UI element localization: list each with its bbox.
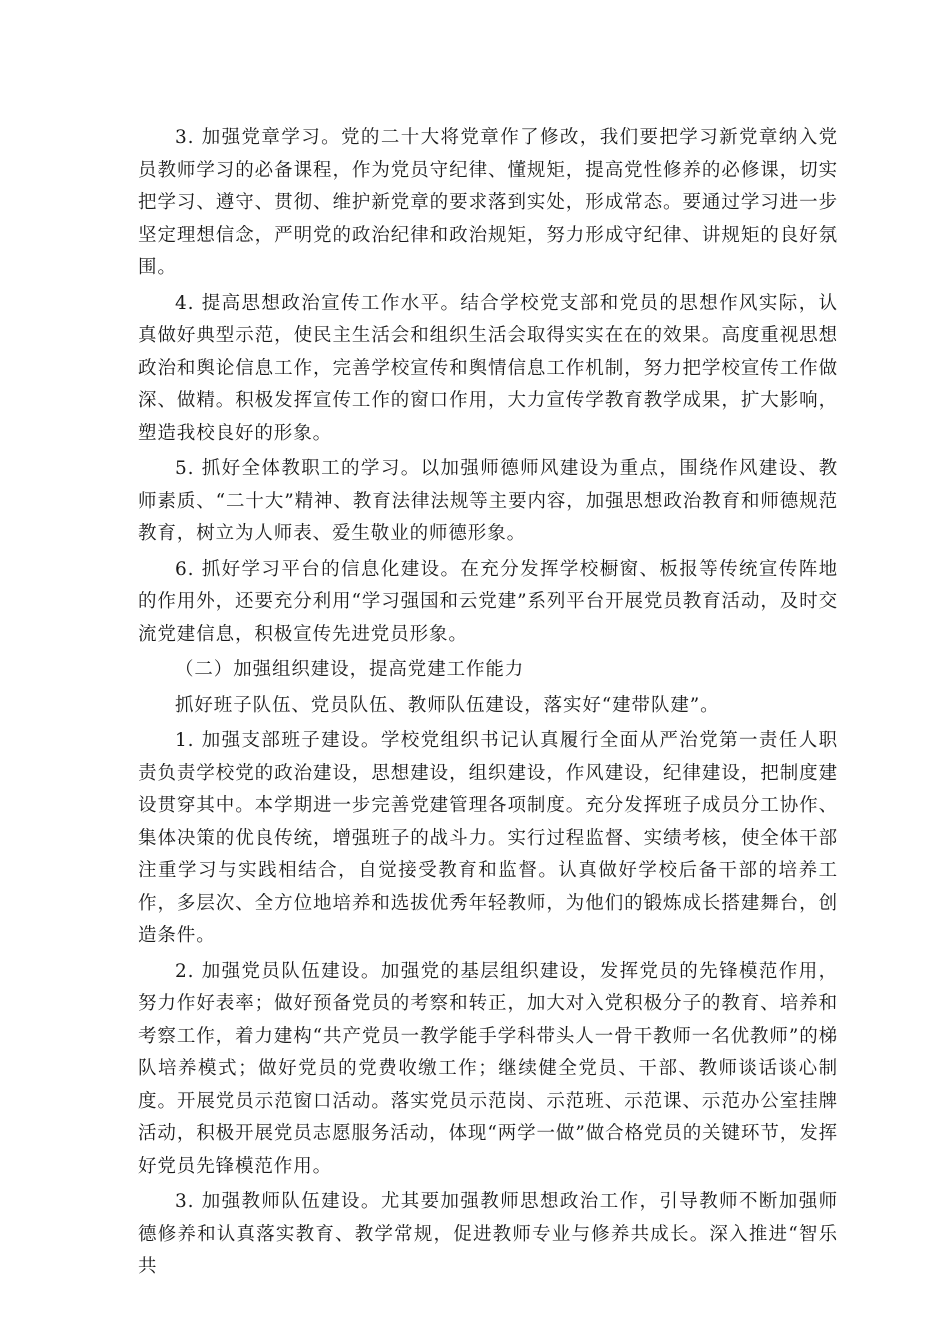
paragraph-ideological-publicity: 4. 提高思想政治宣传工作水平。结合学校党支部和党员的思想作风实际，认真做好典型示范，使民主生活会和组织生活会取得实实在在的效果。高度重视思想政治和舆论信息工作，完善学校宣传和舆情信息工作机制，努力把学校宣传工作做深、做精。积极发挥宣传工作的窗口作用，大力宣传学教育教学成果，扩大影响，塑造我校良好的形象。 [138, 292, 838, 444]
paragraph-party-member-team: 2. 加强党员队伍建设。加强党的基层组织建设，发挥党员的先锋模范作用，努力作好表率；做好预备党员的考察和转正，加大对入党积极分子的教育、培养和考察工作，着力建构“共产党员一教学能手学科带头人一骨干教师一名优教师”的梯队培养模式；做好党员的党费收缴工作；继续健全党员、干部、教师谈话谈心制度。开展党员示范窗口活动。落实党员示范岗、示范班、示范课、示范办公室挂牌活动，积极开展党员志愿服务活动，体现“两学一做”做合格党员的关键环节，发挥好党员先锋模范作用。 [138, 960, 838, 1177]
paragraph-party-constitution-study: 3. 加强党章学习。党的二十大将党章作了修改，我们要把学习新党章纳入党员教师学习的必备课程，作为党员守纪律、懂规矩，提高党性修养的必修课，切实把学习、遵守、贯彻、维护新党章的要求落到实处，形成常态。要通过学习进一步坚定理想信念，严明党的政治纪律和政治规矩，努力形成守纪律、讲规矩的良好氛围。 [138, 127, 838, 278]
paragraph-staff-study: 5. 抓好全体教职工的学习。以加强师德师风建设为重点，围绕作风建设、教师素质、“二十大”精神、教育法律法规等主要内容，加强思想政治教育和师德规范教育，树立为人师表、爱生敬业的师德形象。 [138, 458, 838, 544]
paragraph-branch-leadership: 1. 加强支部班子建设。学校党组织书记认真履行全面从严治党第一责任人职责负责学校党的政治建设，思想建设，组织建设，作风建设，纪律建设，把制度建设贯穿其中。本学期进一步完善党建管理各项制度。充分发挥班子成员分工协作、集体决策的优良传统，增强班子的战斗力。实行过程监督、实绩考核，使全体干部注重学习与实践相结合，自觉接受教育和监督。认真做好学校后备干部的培养工作，多层次、全方位地培养和选拔优秀年轻教师，为他们的锻炼成长搭建舞台，创造条件。 [138, 730, 838, 946]
section-heading-organization: （二）加强组织建设，提高党建工作能力 [175, 659, 525, 680]
paragraph-platform-informatization: 6. 抓好学习平台的信息化建设。在充分发挥学校橱窗、板报等传统宣传阵地的作用外，还要充分利用“学习强国和云党建”系列平台开展党员教育活动，及时交流党建信息，积极宣传先进党员形象。 [138, 558, 838, 645]
paragraph-team-building-intro: 抓好班子队伍、党员队伍、教师队伍建设，落实好“建带队建”。 [175, 694, 720, 716]
document-body [138, 122, 838, 1284]
paragraph-teacher-team: 3. 加强教师队伍建设。尤其要加强教师思想政治工作，引导教师不断加强师德修养和认真落实教育、教学常规，促进教师专业与修养共成长。深入推进“智乐共 [138, 1191, 838, 1277]
